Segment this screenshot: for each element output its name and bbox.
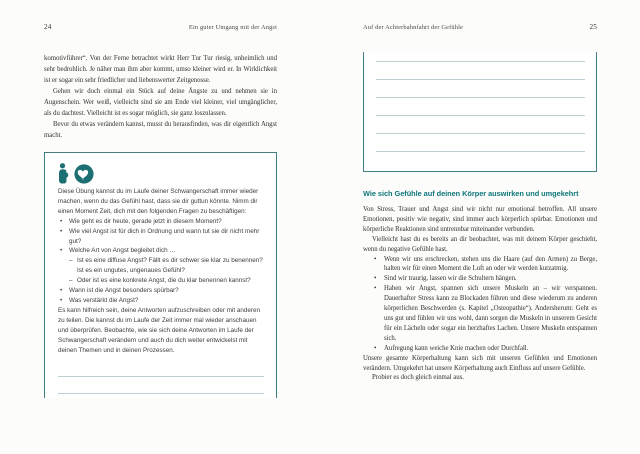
- page-number: 24: [44, 23, 52, 31]
- writing-line: [376, 79, 585, 80]
- exercise-box-icons: [58, 162, 264, 184]
- page-number: 25: [589, 23, 597, 31]
- bullet-icon: •: [374, 285, 377, 293]
- exercise-box-continued: [363, 52, 597, 172]
- running-head-right: [363, 23, 597, 31]
- paragraph: Von Stress, Trauer und Angst sind wir nicht nur emotional betroffen. All unsere Emotionen, positiv wie negativ, sind immer auch körperlich spürbar. Emotionen und körperliche Reaktionen sind untrennbar miteinander verbunden.: [363, 206, 597, 233]
- section-heading: Wie sich Gefühle auf deinen Körper auswirken und umgekehrt: [363, 189, 579, 198]
- bullet-icon: •: [60, 287, 63, 295]
- bullet-text: Wie viel Angst ist für dich in Ordnung und wann tut sie dir nicht mehr gut?: [69, 227, 260, 245]
- heart-icon: [74, 164, 94, 184]
- writing-line: [376, 61, 585, 62]
- paragraph: Gehen wir doch einmal ein Stück auf deine Ängste zu und nehmen sie in Augenschein. Wer weiß, vielleicht sind sie am Ende viel kleiner, viel umgänglicher, als du dachtest. Vielleicht ist es sogar möglich, sie ganz loszulassen.: [44, 88, 277, 117]
- bullet-item: [363, 255, 597, 275]
- bullet-icon: •: [60, 217, 63, 225]
- page-left: [44, 0, 277, 454]
- writing-line: [376, 97, 585, 98]
- writing-line: [58, 376, 264, 377]
- bullet-icon: •: [374, 344, 377, 352]
- dash-icon: –: [69, 257, 73, 265]
- bullet-text: Aufregung kann weiche Knie machen oder Durchfall.: [384, 344, 529, 352]
- bullet-text: Sind wir traurig, lassen wir die Schultern hängen.: [384, 275, 517, 283]
- bullet-text: Wenn wir uns erschrecken, stehen uns die Haare (auf den Armen) zu Berge, halten wir für einen Moment die Luft an oder wir werden kurzatmig.: [384, 255, 597, 273]
- writing-line: [376, 115, 585, 116]
- running-head-title: Ein guter Umgang mit der Angst: [188, 24, 277, 31]
- bullet-text: Welche Art von Angst begleitet dich …: [69, 247, 176, 255]
- bullet-icon: •: [60, 227, 63, 235]
- sub-bullet-item: [58, 256, 264, 276]
- running-head-left: [44, 23, 277, 31]
- bullet-text: Haben wir Angst, spannen sich unsere Muskeln an – wir verspannen. Dauerhafter Stress kann zu Blockaden führen und diese wiederum zu anderen körperlichen Beschwerden (s. Kapitel „Osteopathie“). Andersherum: Geht es uns gut und fühlen wir uns wohl, dann sorgen die Muskeln in unserem Gesicht für ein Lächeln oder sogar ein herzhaftes Lachen. Unsere Muskeln entspannen sich.: [384, 285, 597, 342]
- writing-line: [58, 393, 264, 394]
- paragraph: Probier es doch gleich einmal aus.: [372, 374, 464, 382]
- bullet-item: [58, 296, 264, 306]
- dash-icon: –: [69, 277, 73, 285]
- bullet-icon: •: [374, 275, 377, 283]
- bullet-icon: •: [60, 296, 63, 304]
- exercise-outro: Es kann hilfreich sein, deine Antworten aufzuschreiben oder mit anderen zu teilen. Die kannst du im Laufe der Zeit immer mal wieder anschauen und überprüfen. Beobachte, wie sie sich deine Antworten im Laufe der Schwangerschaft verändern und auch du dich weiter entwickelst mit deinen Themen und in deinen Prozessen.: [58, 306, 260, 354]
- paragraph: Bevor du etwas verändern kannst, musst du herausfinden, was dir eigentlich Angst macht.: [44, 121, 277, 139]
- body-text-left: [44, 53, 277, 141]
- writing-line: [376, 151, 585, 152]
- exercise-intro: Diese Übung kannst du im Laufe deiner Schwangerschaft immer wieder machen, wenn du das Gefühl hast, dass sie dir guttun könnte. Nimm dir einen Moment Zeit, dich mit den folgenden Fragen zu beschäftigen:: [58, 188, 259, 215]
- bullet-text: Was verstärkt die Angst?: [69, 296, 139, 304]
- exercise-box: [44, 152, 277, 398]
- bullet-text: Wann ist die Angst besonders spürbar?: [69, 287, 179, 295]
- body-text-right: [363, 205, 597, 383]
- question-list: [58, 217, 264, 306]
- bullet-item: [363, 274, 597, 284]
- paragraph: Vielleicht hast du es bereits an dir beobachtet, was mit deinem Körper geschieht, wenn du negative Gefühle hast.: [363, 235, 597, 253]
- paragraph: Unsere gesamte Körperhaltung kann sich mit unseren Gefühlen und Emotionen verändern. Umgekehrt hat unsere Körperhaltung auch Einfluss auf unsere Gefühle.: [363, 354, 597, 372]
- page-right: [363, 0, 597, 454]
- sub-bullet-text: Oder ist es eine konkrete Angst, die du klar benennen kannst?: [77, 277, 251, 285]
- bullet-item: [363, 344, 597, 354]
- sub-bullet-item: [58, 276, 264, 286]
- paragraph: komotivführer“. Von der Ferne betrachtet wirkt Herr Tur Tur riesig, unheimlich und sehr bedrohlich. Je näher man ihm aber kommt, umso kleiner wird er. In Wirklichkeit ist er sogar ein sehr friedlicher und liebenswerter Zeitgenosse.: [44, 55, 277, 84]
- bullet-item: [58, 217, 264, 227]
- bullet-item: [58, 286, 264, 296]
- writing-line: [376, 133, 585, 134]
- bullet-text: Wie geht es dir heute, gerade jetzt in diesem Moment?: [69, 217, 222, 225]
- bullet-item: [58, 227, 264, 247]
- sub-bullet-text: Ist es eine diffuse Angst? Fällt es dir schwer sie klar zu benennen? Ist es ein ungutes, ungenaues Gefühl?: [77, 257, 263, 275]
- pregnant-icon: [58, 163, 70, 184]
- bullet-icon: •: [374, 255, 377, 263]
- bullet-item: [58, 246, 264, 256]
- bullet-item: [363, 284, 597, 343]
- running-head-title: Auf der Achterbahnfahrt der Gefühle: [363, 24, 464, 31]
- bullet-icon: •: [60, 247, 63, 255]
